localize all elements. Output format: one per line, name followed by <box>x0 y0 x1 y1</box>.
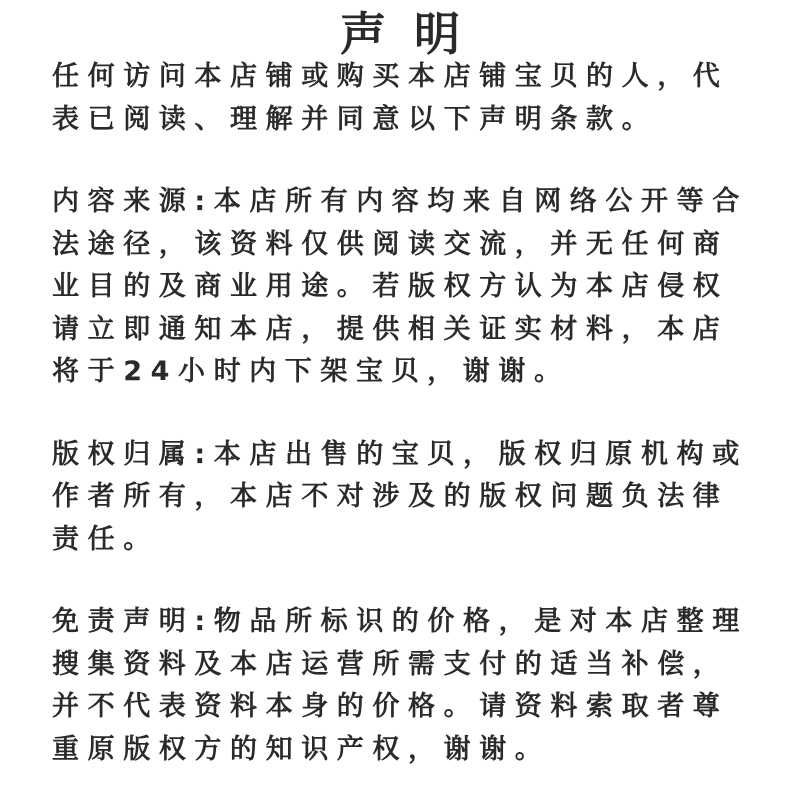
statement-line: 版权归属:本店出售的宝贝，版权归原机构或 <box>52 438 748 470</box>
statement-line: 免责声明:物品所标识的价格，是对本店整理 <box>52 606 748 637</box>
statement-line: 任何访问本店铺或购买本店铺宝贝的人，代 <box>52 61 729 92</box>
statement-paragraph <box>52 434 772 562</box>
statement-line: 搜集资料及本店运营所需支付的适当补偿， <box>52 648 729 680</box>
statement-line: 请立即通知本店，提供相关证实材料，本店 <box>52 313 729 345</box>
statement-line: 将于24小时内下架宝贝，谢谢。 <box>52 356 570 387</box>
statement-paragraph <box>52 601 772 771</box>
statement-body <box>52 56 772 811</box>
page-title: 声明 <box>340 7 488 61</box>
statement-line: 作者所有，本店不对涉及的版权问题负法律 <box>52 481 729 512</box>
statement-line: 法途径，该资料仅供阅读交流，并无任何商 <box>52 228 729 260</box>
statement-line: 并不代表资料本身的价格。请资料索取者尊 <box>52 691 729 722</box>
statement-line: 业目的及商业用途。若版权方认为本店侵权 <box>52 271 729 302</box>
statement-line: 表已阅读、理解并同意以下声明条款。 <box>52 103 658 135</box>
statement-paragraph <box>52 181 772 394</box>
statement-line: 责任。 <box>52 523 159 555</box>
statement-line: 重原版权方的知识产权，谢谢。 <box>52 733 551 765</box>
statement-paragraph <box>52 56 772 141</box>
statement-line: 内容来源:本店所有内容均来自网络公开等合 <box>52 186 748 217</box>
